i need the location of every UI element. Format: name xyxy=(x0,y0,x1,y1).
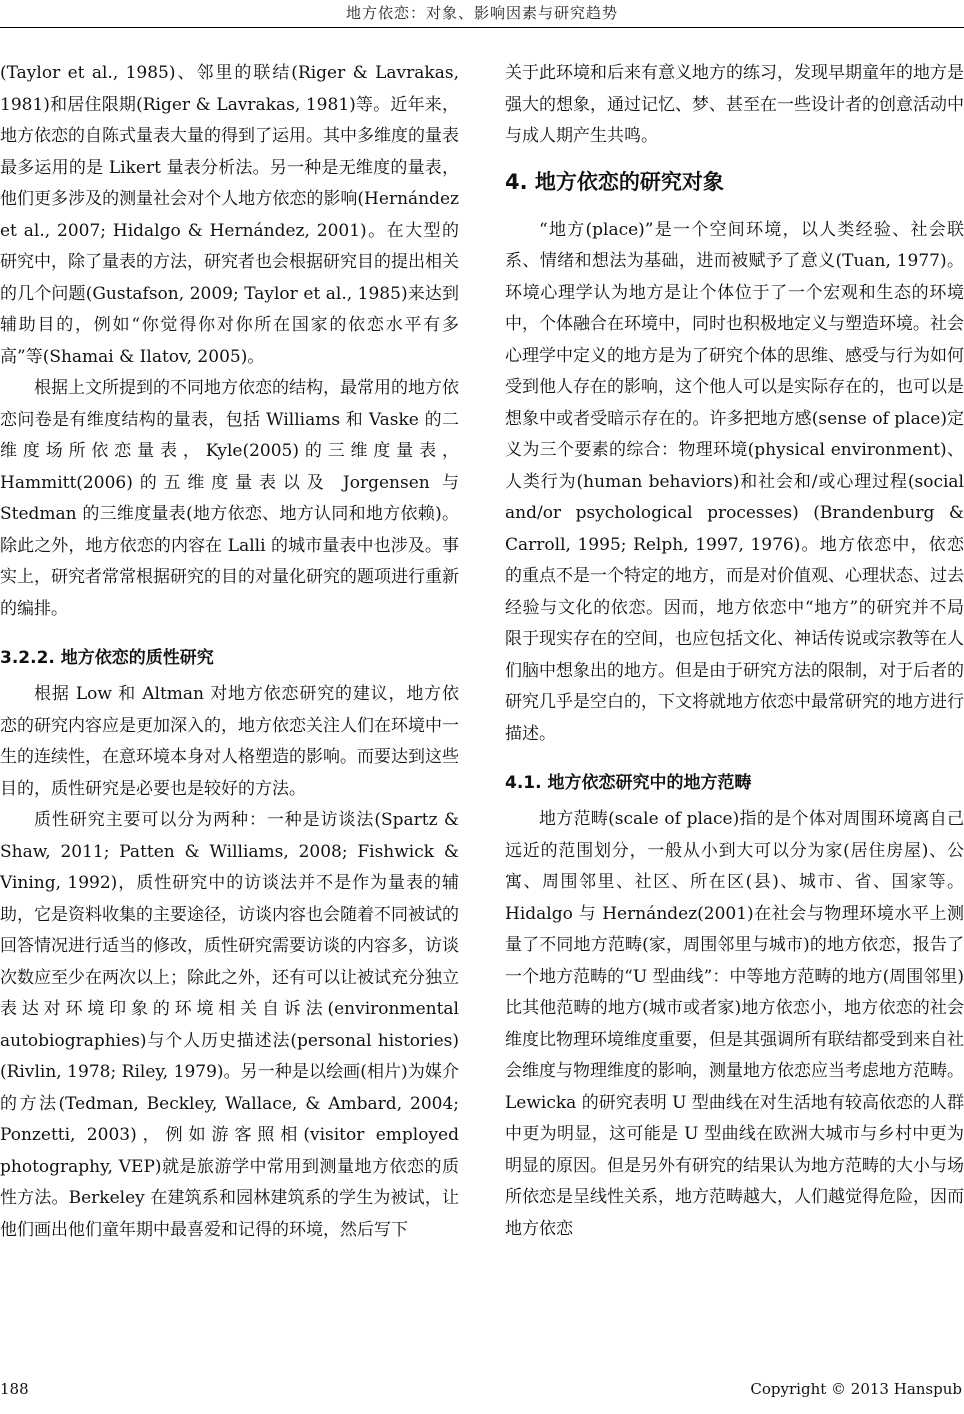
right-column xyxy=(505,58,964,1245)
header-rule xyxy=(0,27,964,28)
paragraph: 地方范畴(scale of place)指的是个体对周围环境离自己远近的范围划分，一般从小到大可以分为家(居住房屋)、公寓、周围邻里、社区、所在区(县)、城市、省、国家等。Hidalgo 与 Hernández(2001)在社会与物理环境水平上测量了不同地方范畴(家，周围邻里与城市)的地方依恋，报告了一个地方范畴的“U 型曲线”：中等地方范畴的地方(周围邻里)比其他范畴的地方(城市或者家)地方依恋小，地方依恋的社会维度比物理环境维度重要，但是其强调所有联结都受到来自社会维度与物理维度的影响，测量地方依恋应当考虑地方范畴。Lewicka 的研究表明 U 型曲线在对生活地有较高依恋的人群中更为明显，这可能是 U 型曲线在欧洲大城市与乡村中更为明显的原因。但是另外有研究的结果认为地方范畴的大小与场所依恋是呈线性关系，地方范畴越大，人们越觉得危险，因而地方依恋 xyxy=(505,809,964,1239)
paragraph: 质性研究主要可以分为两种：一种是访谈法(Spartz & Shaw, 2011; Patten & Williams, 2008; Fishwick & Vining, 1992)，质性研究中的访谈法并不是作为量表的辅助，它是资料收集的主要途径，访谈内容也会随着不同被试的回答情况进行适当的修改，质性研究需要访谈的内容多，访谈次数应至少在两次以上；除此之外，还有可以让被试充分独立表达对环境印象的环境相关自诉法(environmental autobiographies)与个人历史描述法(personal histories)(Rivlin, 1978; Riley, 1979)。另一种是以绘画(相片)为媒介的方法(Tedman, Beckley, Wallace, & Ambard, 2004; Ponzetti, 2003)，例如游客照相(visitor employed photography, VEP)就是旅游学中常用到测量地方依恋的质性方法。Berkeley 在建筑系和园林建筑系的学生为被试，让他们画出他们童年期中最喜爱和记得的环境，然后写下 xyxy=(0,810,459,1240)
paragraph: “地方(place)”是一个空间环境，以人类经验、社会联系、情绪和想法为基础，进而被赋予了意义(Tuan, 1977)。环境心理学认为地方是让个体位于了一个宏观和生态的环境中，个体融合在环境中，同时也积极地定义与塑造环境。社会心理学中定义的地方是为了研究个体的思维、感受与行为如何受到他人存在的影响，这个他人可以是实际存在的，也可以是想象中或者受暗示存在的。许多把地方感(sense of place)定义为三个要素的综合：物理环境(physical environment)、人类行为(human behaviors)和社会和/或心理过程(social and/or psychological processes) (Brandenburg & Carroll, 1995; Relph, 1997, 1976)。地方依恋中，依恋的重点不是一个特定的地方，而是对价值观、心理状态、过去经验与文化的依恋。因而，地方依恋中“地方”的研究并不局限于现实存在的空间，也应包括文化、神话传说或宗教等在人们脑中想象出的地方。但是由于研究方法的限制，对于后者的研究几乎是空白的，下文将就地方依恋中最常研究的地方进行描述。 xyxy=(505,219,964,744)
paragraph: 根据 Low 和 Altman 对地方依恋研究的建议，地方依恋的研究内容应是更加深入的，地方依恋关注人们在环境中一生的连续性，在意环境本身对人格塑造的影响。而要达到这些目的，质性研究是必要也是较好的方法。 xyxy=(0,684,459,799)
paragraph: (Taylor et al., 1985)、邻里的联结(Riger & Lavrakas, 1981)和居住限期(Riger & Lavrakas, 1981)等。近年来，地方依恋的自陈式量表大量的得到了运用。其中多维度的量表最多运用的是 Likert 量表分析法。另一种是无维度的量表，他们更多涉及的测量社会对个人地方依恋的影响(Hernández et al., 2007; Hidalgo & Hernández, 2001)。在大型的研究中，除了量表的方法，研究者也会根据研究目的提出相关的几个问题(Gustafson, 2009; Taylor et al., 1985)来达到辅助目的，例如“你觉得你对你所在国家的依恋水平有多高”等(Shamai & Ilatov, 2005)。 xyxy=(0,63,459,367)
section-heading-4: 4. 地方依恋的研究对象 xyxy=(505,169,724,194)
copyright-notice: Copyright © 2013 Hanspub xyxy=(750,1380,962,1398)
left-column xyxy=(0,58,459,1246)
section-heading-3-2-2: 3.2.2. 地方依恋的质性研究 xyxy=(0,648,214,668)
section-heading-4-1: 4.1. 地方依恋研究中的地方范畴 xyxy=(505,773,752,793)
paragraph: 关于此环境和后来有意义地方的练习，发现早期童年的地方是强大的想象，通过记忆、梦、甚至在一些设计者的创意活动中与成人期产生共鸣。 xyxy=(505,63,964,146)
page-number: 188 xyxy=(0,1380,29,1398)
running-header: 地方依恋：对象、影响因素与研究趋势 xyxy=(345,4,618,22)
paragraph: 根据上文所提到的不同地方依恋的结构，最常用的地方依恋问卷是有维度结构的量表，包括 Williams 和 Vaske 的二维度场所依恋量表，Kyle(2005)的三维度量表，Hammitt(2006)的五维度量表以及 Jorgensen 与 Stedman 的三维度量表(地方依恋、地方认同和地方依赖)。除此之外，地方依恋的内容在 Lalli 的城市量表中也涉及。事实上，研究者常常根据研究的目的对量化研究的题项进行重新的编排。 xyxy=(0,378,459,619)
